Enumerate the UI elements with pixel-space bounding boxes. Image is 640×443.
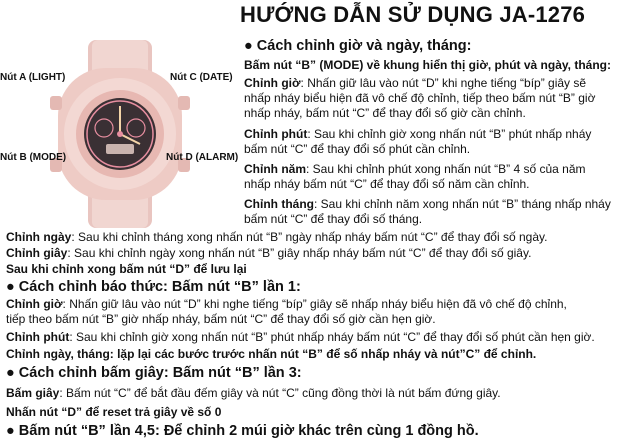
- section2-gio: Chỉnh giờ: Nhấn giữ lâu vào nút “D” khi nghe tiếng “bíp” giây sẽ nhấp nháy biểu hiện đã vô chế độ chỉnh, tiếp theo bấm nút “B” giờ nhấp nháy, bấm nút “C” để thay đổi số giờ cần hẹn giờ.: [6, 297, 567, 326]
- section1-ngay: Chỉnh ngày: Sau khi chỉnh tháng xong nhấn nút “B” ngày nhấp nháy bấm nút “C” để thay đổi số ngày.: [6, 230, 548, 244]
- section1-thang: Chỉnh tháng: Sau khi chỉnh năm xong nhấn nút “B” tháng nhấp nháy bấm nút “C” để thay đổi số tháng.: [244, 197, 611, 226]
- section3-bamgiay: Bấm giây: Bấm nút “C” để bắt đầu đếm giây và nút “C” cũng đồng thời là nút bấm đứng giây.: [6, 386, 501, 400]
- section3-heading: ● Cách chỉnh bấm giây: Bấm nút “B” lần 3:: [6, 365, 302, 381]
- label-button-d: Nút D (ALARM): [166, 152, 239, 163]
- section2-ngaythang: Chỉnh ngày, tháng: lặp lại các bước trước nhấn nút “B” để số nhấp nháy và nút”C” để chỉnh.: [6, 347, 537, 361]
- watch-button-c: [178, 96, 190, 110]
- section1-heading: ● Cách chỉnh giờ và ngày, tháng:: [244, 38, 472, 54]
- watch-illustration: [0, 40, 240, 228]
- section2-heading: ● Cách chỉnh báo thức: Bấm nút “B” lần 1:: [6, 279, 301, 295]
- section2-phut: Chỉnh phút: Sau khi chỉnh giờ xong nhấn nút “B” phút nhấp nháy bấm nút “C” để thay đổi số phút cần hẹn giờ.: [6, 330, 595, 344]
- watch-image: [0, 40, 240, 228]
- section3-reset: Nhấn nút “D” để reset trả giây về số 0: [6, 405, 222, 419]
- section1-intro: Bấm nút “B” (MODE) về khung hiển thị giờ, phút và ngày, tháng:: [244, 58, 611, 72]
- bullet-icon: ●: [6, 365, 15, 381]
- bullet-icon: ●: [6, 279, 15, 295]
- section1-done: Sau khi chỉnh xong bấm nút “D” để lưu lại: [6, 262, 247, 276]
- label-button-b: Nút B (MODE): [0, 152, 67, 163]
- page-title: HƯỚNG DẪN SỬ DỤNG JA-1276: [240, 2, 586, 27]
- section1-gio: Chỉnh giờ: Nhấn giữ lâu vào nút “D” khi nghe tiếng “bíp” giây sẽ nhấp nháy biểu hiện đã vô chế độ chỉnh, tiếp theo bấm nút “B” giờ nhấp nháy, bấm nút “C” để thay đổi số giờ cần chỉnh.: [244, 76, 596, 120]
- label-button-c: Nút C (DATE): [170, 72, 233, 83]
- section1-nam: Chỉnh năm: Sau khi chỉnh phút xong nhấn nút “B” 4 số của năm nhấp nháy bấm nút “C” để thay đổi số năm cần chỉnh.: [244, 162, 586, 191]
- section4-heading: ● Bấm nút “B” lần 4,5: Để chỉnh 2 múi giờ khác trên cùng 1 đồng hồ.: [6, 423, 479, 439]
- bullet-icon: ●: [244, 38, 253, 54]
- section1-giay: Chỉnh giây: Sau khi chỉnh ngày xong nhấn nút “B” giây nhấp nháy bấm nút “C” để thay đổi số giây.: [6, 246, 532, 260]
- section1-phut: Chỉnh phút: Sau khi chỉnh giờ xong nhấn nút “B” phút nhấp nháy bấm nút “C” để thay đổi số phút cần chỉnh.: [244, 127, 592, 156]
- bullet-icon: ●: [6, 423, 15, 439]
- label-button-a: Nút A (LIGHT): [0, 72, 66, 83]
- watch-button-a: [50, 96, 62, 110]
